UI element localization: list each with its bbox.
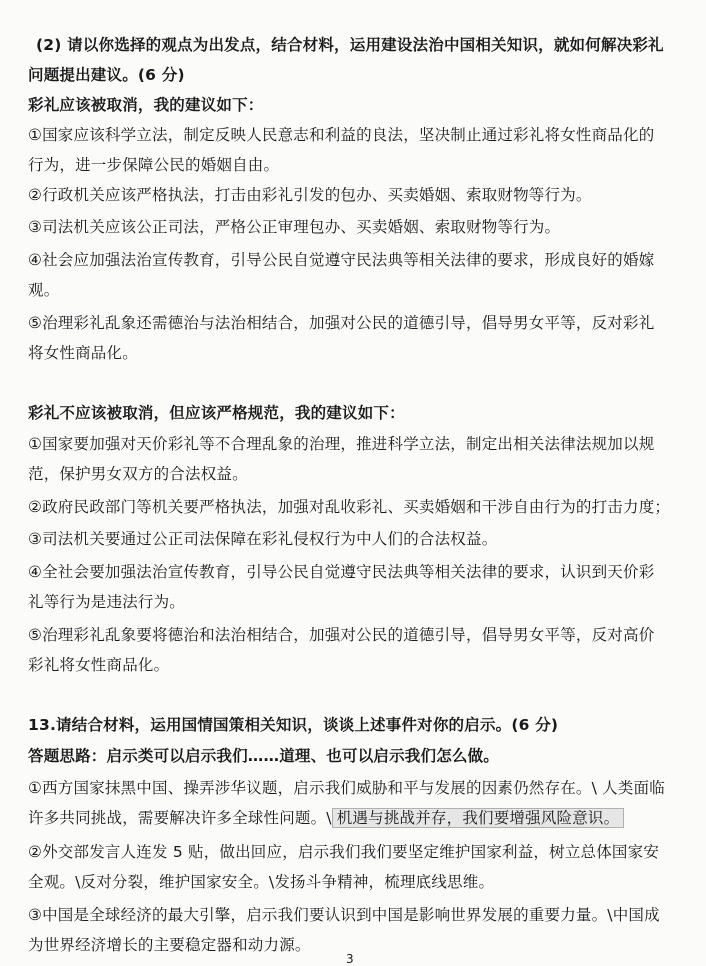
view-a-point-5-cont: 将女性商品化。 (28, 344, 138, 362)
answer-approach: 答题思路：启示类可以启示我们……道理、也可以启示我们怎么做。 (28, 747, 500, 765)
q13-point-1: ①西方国家抹黑中国、操弄涉华议题，启示我们威胁和平与发展的因素仍然存在。\ 人类面临 (28, 779, 665, 797)
q13-point-3-cont: 为世界经济增长的主要稳定器和动力源。 (28, 936, 311, 954)
q13-point-1-cont (28, 807, 688, 829)
view-b-point-4: ④全社会要加强法治宣传教育，引导公民自觉遵守民法典等相关法律的要求，认识到天价彩 (28, 563, 655, 581)
view-a-point-3: ③司法机关应该公正司法，严格公正审理包办、买卖婚姻、索取财物等行为。 (28, 218, 561, 236)
view-a-point-1: ①国家应该科学立法，制定反映人民意志和利益的良法，坚决制止通过彩礼将女性商品化的 (28, 126, 655, 144)
q13-point-2: ②外交部发言人连发 5 贴，做出回应，启示我们我们要坚定维护国家利益，树立总体国家安 (28, 843, 660, 861)
view-a-point-4-cont: 观。 (28, 281, 60, 299)
q13-point-3: ③中国是全球经济的最大引擎，启示我们要认识到中国是影响世界发展的重要力量。\中国成 (28, 906, 660, 924)
view-a-point-4: ④社会应加强法治宣传教育，引导公民自觉遵守民法典等相关法律的要求，形成良好的婚嫁 (28, 251, 655, 269)
view-b-point-5: ⑤治理彩礼乱象要将德治和法治相结合，加强对公民的道德引导，倡导男女平等，反对高价 (28, 626, 655, 644)
view-a-title: 彩礼应该被取消，我的建议如下： (28, 96, 264, 114)
q13-point-1-cont-text: 许多共同挑战，需要解决许多全球性问题。\ (28, 809, 332, 827)
view-b-point-5-cont: 彩礼将女性商品化。 (28, 656, 170, 674)
view-a-point-1-cont: 行为，进一步保障公民的婚姻自由。 (28, 156, 280, 174)
page-number: 3 (346, 952, 354, 966)
question-13: 13.请结合材料，运用国情国策相关知识，谈谈上述事件对你的启示。(6 分) (28, 716, 559, 734)
view-b-point-2: ②政府民政部门等机关要严格执法，加强对乱收彩礼、买卖婚姻和干涉自由行为的打击力度； (28, 498, 671, 516)
question-12-2: (2) 请以你选择的观点为出发点，结合材料，运用建设法治中国相关知识，就如何解决彩礼 (36, 36, 664, 54)
view-b-point-3: ③司法机关要通过公正司法保障在彩礼侵权行为中人们的合法权益。 (28, 530, 498, 548)
highlighted-phrase: 机遇与挑战并存，我们要增强风险意识。 (332, 808, 625, 828)
view-a-point-5: ⑤治理彩礼乱象还需德治与法治相结合，加强对公民的道德引导，倡导男女平等，反对彩礼 (28, 314, 655, 332)
view-b-point-4-cont: 礼等行为是违法行为。 (28, 593, 186, 611)
view-b-point-1: ①国家要加强对天价彩礼等不合理乱象的治理，推进科学立法，制定出相关法律法规加以规 (28, 435, 655, 453)
question-12-2-cont: 问题提出建议。(6 分) (28, 66, 185, 84)
view-b-title: 彩礼不应该被取消，但应该严格规范，我的建议如下： (28, 404, 405, 422)
view-b-point-1-cont: 范，保护男女双方的合法权益。 (28, 465, 248, 483)
view-a-point-2: ②行政机关应该严格执法，打击由彩礼引发的包办、买卖婚姻、索取财物等行为。 (28, 186, 592, 204)
q13-point-2-cont: 全观。\反对分裂，维护国家安全。\发扬斗争精神，梳理底线思维。 (28, 873, 495, 891)
